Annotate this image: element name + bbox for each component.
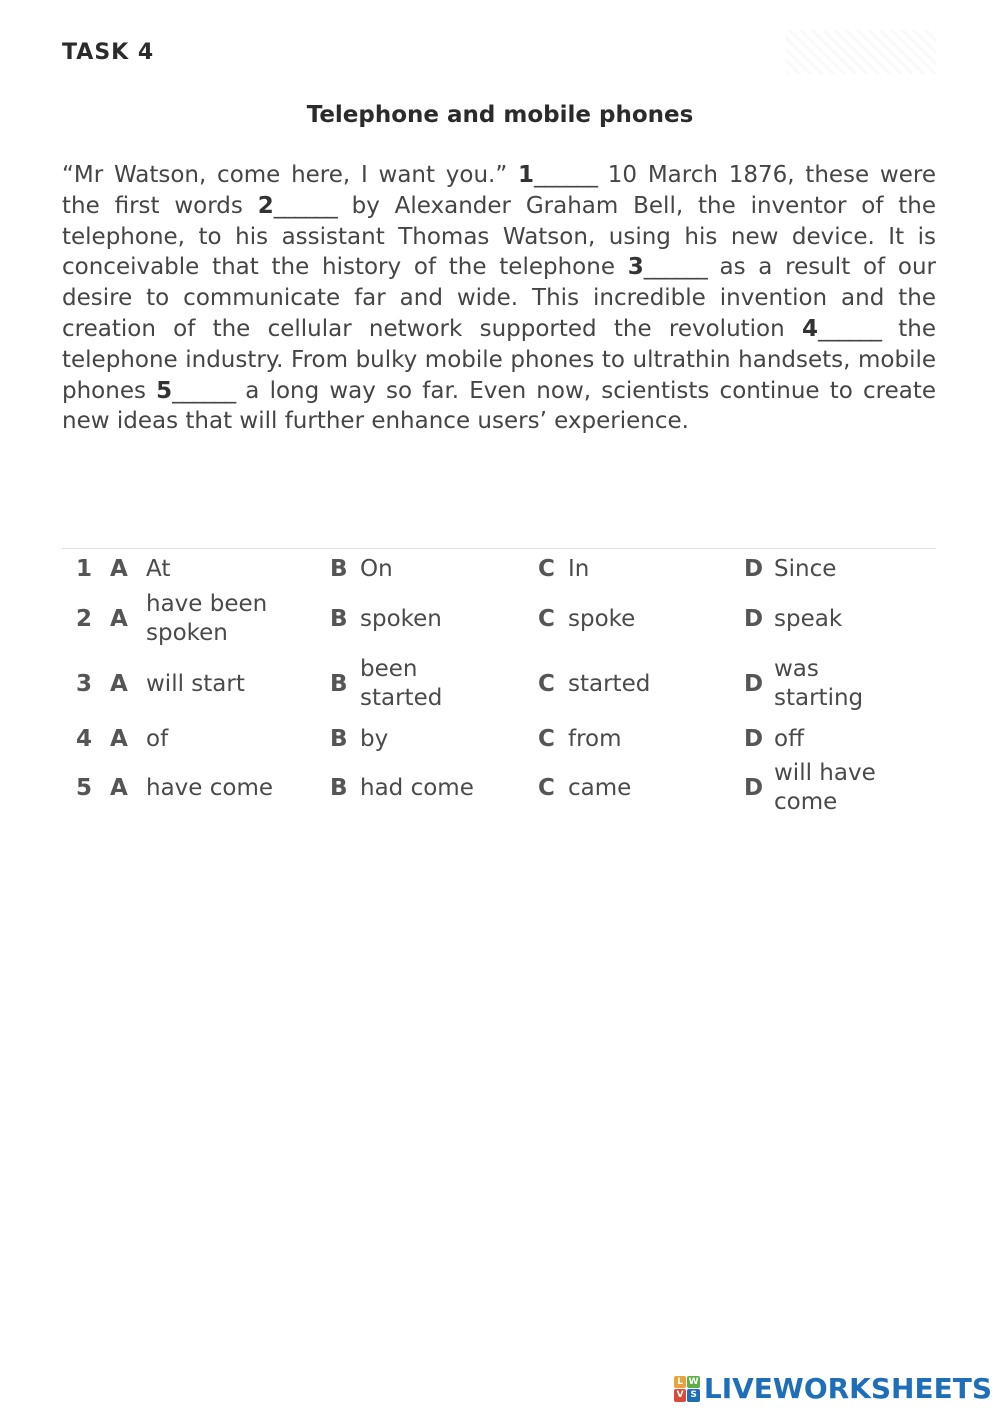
liveworksheets-logo[interactable] (674, 1372, 992, 1405)
option-letter: D (744, 775, 764, 801)
question-number: 5 (76, 775, 93, 801)
option-text: At (146, 555, 171, 582)
option-5-c[interactable] (538, 774, 744, 803)
passage-segment: the telephone industry. From bulky mobile phones to ultrathin handsets, mobile phones (62, 315, 936, 404)
gap-blank[interactable]: ______ (643, 254, 707, 281)
gap-blank[interactable]: ______ (273, 192, 337, 219)
option-text: came (568, 774, 632, 801)
option-text: have come (146, 774, 274, 801)
option-5-a[interactable] (110, 774, 330, 803)
option-row-3 (62, 649, 936, 719)
gap-4[interactable] (802, 316, 881, 342)
option-text: was starting (774, 656, 864, 711)
passage-segment: 10 March 1876, these were the first words (62, 162, 936, 219)
option-2-b[interactable] (330, 605, 538, 634)
option-text: of (146, 725, 169, 752)
option-text: Since (774, 555, 837, 582)
gap-1[interactable] (518, 162, 597, 188)
gap-number: 1 (518, 162, 535, 188)
option-text: by (360, 725, 389, 752)
option-letter: C (538, 556, 555, 582)
option-letter: B (330, 775, 348, 801)
logo-badge-cell: L (674, 1376, 687, 1389)
logo-badge-cell: S (687, 1389, 700, 1402)
question-number: 2 (76, 606, 93, 632)
passage-segment: as a result of our desire to communicate far and wide. This incredible invention and the creation of the cellular network supported the revolution (62, 254, 936, 342)
option-letter: A (110, 726, 128, 752)
option-1-c[interactable] (538, 555, 744, 584)
option-letter: B (330, 556, 348, 582)
option-5-d[interactable] (744, 759, 934, 817)
option-5-b[interactable] (330, 774, 538, 803)
option-letter: C (538, 606, 555, 632)
gap-5[interactable] (156, 378, 235, 404)
option-3-c[interactable] (538, 670, 744, 699)
task-label: TASK 4 (62, 40, 155, 65)
option-text: off (774, 725, 804, 752)
faint-watermark (786, 30, 936, 74)
passage-segment: a long way so far. Even now, scientists continue to create new ideas that will further enhance users’ experience. (62, 377, 936, 435)
option-letter: A (110, 671, 128, 697)
option-letter: D (744, 671, 764, 697)
option-letter: B (330, 606, 348, 632)
option-text: had come (360, 774, 474, 801)
option-text: have been spoken (146, 591, 268, 646)
option-letter: D (744, 556, 764, 582)
option-2-c[interactable] (538, 605, 744, 634)
option-1-b[interactable] (330, 555, 538, 584)
option-4-b[interactable] (330, 725, 538, 754)
option-2-d[interactable] (744, 605, 934, 634)
gap-2[interactable] (258, 193, 337, 219)
option-letter: A (110, 606, 128, 632)
option-text: will start (146, 670, 245, 697)
gap-blank[interactable]: ______ (534, 162, 598, 188)
logo-badge-cell: V (674, 1389, 687, 1402)
option-4-d[interactable] (744, 725, 934, 754)
logo-badge-cell: W (688, 1376, 699, 1387)
option-letter: D (744, 726, 764, 752)
gap-blank[interactable]: ______ (817, 315, 881, 342)
option-3-a[interactable] (110, 670, 330, 699)
option-letter: C (538, 726, 555, 752)
option-row-1 (62, 549, 936, 589)
option-2-a[interactable] (110, 590, 330, 648)
question-number: 3 (76, 671, 93, 697)
option-text: from (568, 725, 622, 752)
logo-badge-icon (674, 1376, 700, 1402)
options-table (62, 548, 936, 817)
option-letter: D (744, 606, 764, 632)
option-letter: C (538, 775, 555, 801)
gap-blank[interactable]: ______ (172, 377, 236, 404)
option-4-a[interactable] (110, 725, 330, 754)
option-text: In (568, 555, 590, 582)
option-4-c[interactable] (538, 725, 744, 754)
option-letter: C (538, 671, 555, 697)
option-text: speak (774, 605, 843, 632)
question-number: 1 (76, 556, 93, 582)
option-letter: B (330, 671, 348, 697)
page-title: Telephone and mobile phones (306, 102, 694, 128)
gap-number: 2 (257, 192, 274, 219)
gap-number: 5 (156, 377, 173, 404)
option-3-d[interactable] (744, 655, 934, 713)
option-text: started (568, 670, 651, 697)
gap-number: 4 (801, 315, 818, 342)
option-1-d[interactable] (744, 555, 934, 584)
option-row-2 (62, 589, 936, 649)
option-text: been started (360, 656, 443, 711)
passage-segment: by Alexander Graham Bell, the inventor of the telephone, to his assistant Thomas Watson, using his new device. It is conceivable that the history of the telephone (62, 192, 937, 281)
option-1-a[interactable] (110, 555, 330, 584)
option-text: will have come (774, 760, 876, 815)
option-row-5 (62, 759, 936, 817)
option-letter: A (110, 775, 128, 801)
question-number: 4 (76, 726, 93, 752)
gap-3[interactable] (628, 254, 707, 280)
option-text: spoken (360, 605, 442, 632)
option-text: spoke (568, 605, 636, 632)
option-3-b[interactable] (330, 655, 538, 713)
option-letter: A (110, 556, 128, 582)
option-letter: B (330, 726, 348, 752)
option-row-4 (62, 719, 936, 759)
gap-number: 3 (627, 254, 644, 281)
option-text: On (360, 555, 393, 582)
logo-text: LIVEWORKSHEETS (703, 1372, 992, 1405)
passage-text (62, 160, 936, 437)
passage-segment: “Mr Watson, come here, I want you.” (62, 162, 519, 188)
